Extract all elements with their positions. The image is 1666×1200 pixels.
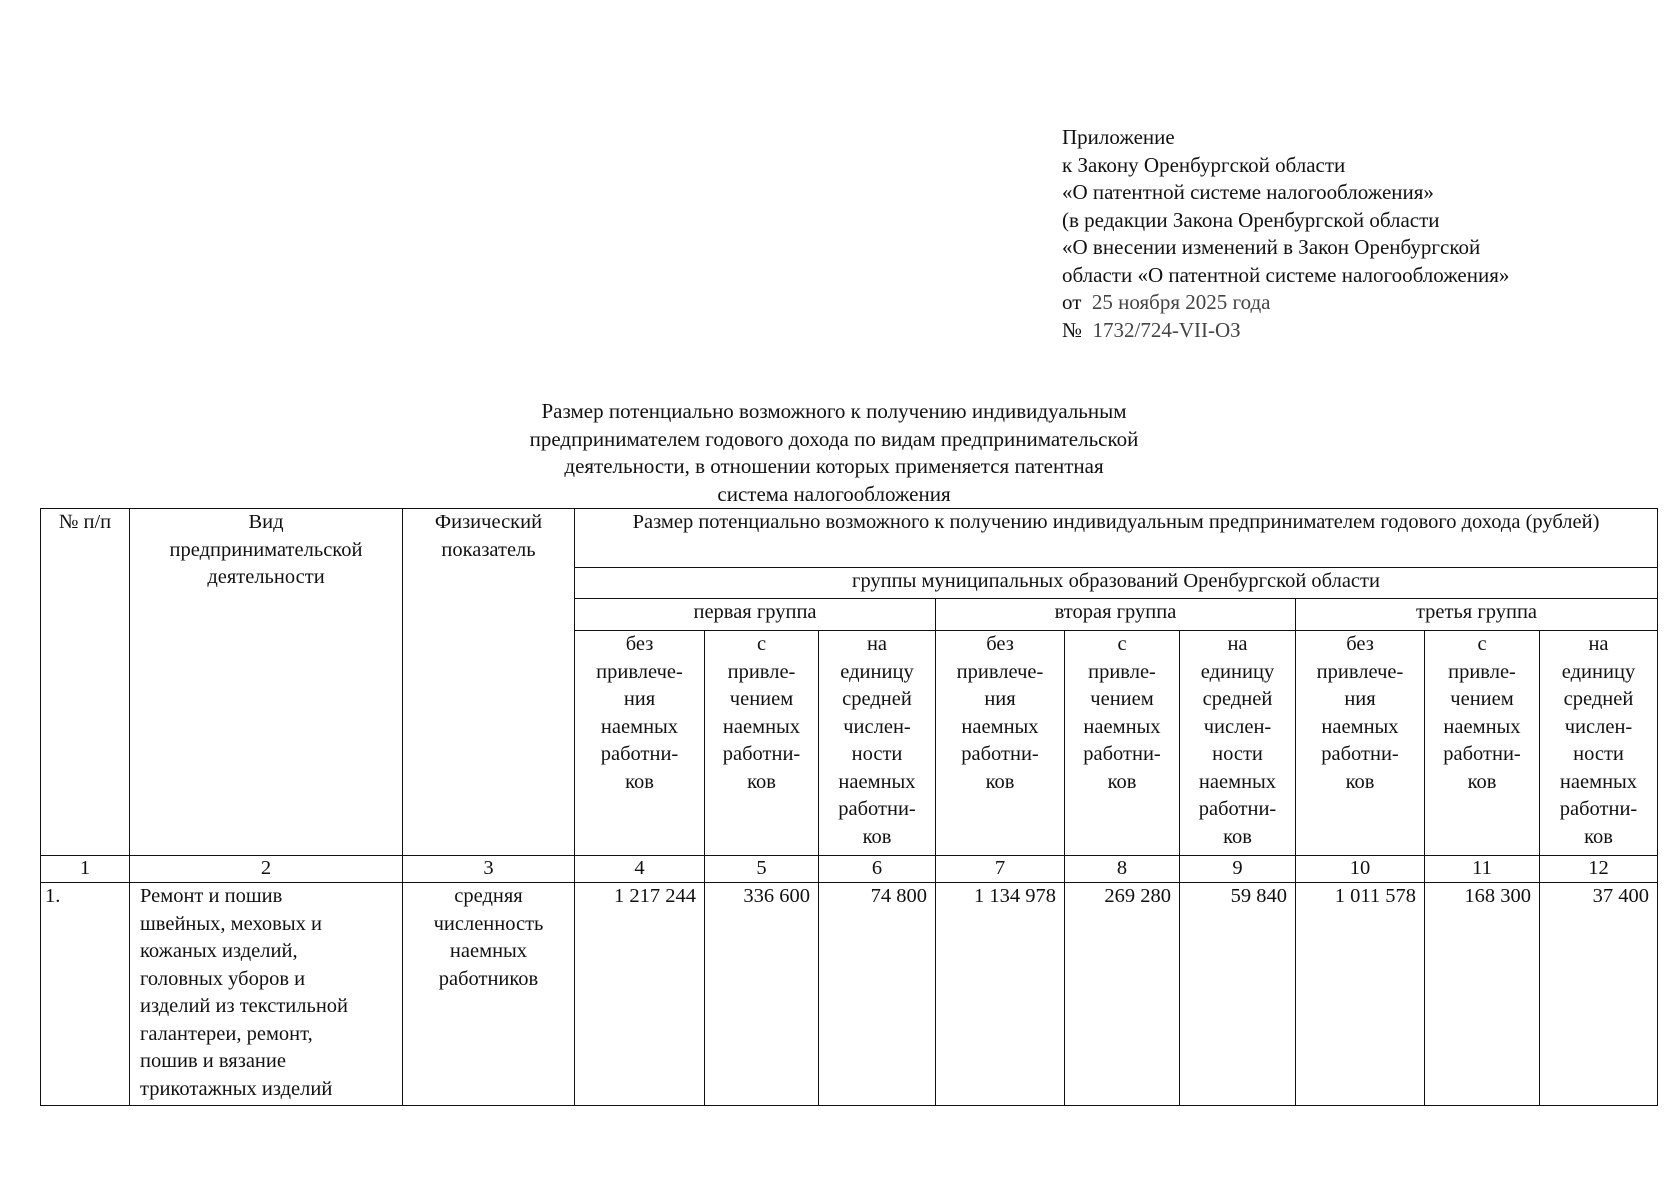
row-activity-line: галантереи, ремонт, bbox=[140, 1022, 313, 1045]
row-activity-line: пошив и вязание bbox=[140, 1050, 286, 1072]
header-indicator-line: Физический bbox=[434, 511, 543, 533]
header-line: с bbox=[1117, 633, 1127, 655]
appendix-date: 25 ноября 2025 года bbox=[1091, 290, 1271, 314]
header-with-hired bbox=[1425, 631, 1540, 856]
header-number: № п/п bbox=[41, 509, 130, 856]
header-line: наемных bbox=[838, 770, 916, 793]
value-cell: 1 134 978 bbox=[936, 883, 1065, 1106]
title-line: предпринимателем годового дохода по видам предпринимательской bbox=[529, 426, 1139, 451]
row-activity-line: трикотажных изделий bbox=[140, 1077, 333, 1100]
table-row bbox=[41, 883, 1658, 1106]
header-line: наемных bbox=[600, 715, 679, 738]
header-per-unit bbox=[1180, 631, 1296, 856]
header-line: наемных bbox=[722, 715, 801, 738]
header-line: работни- bbox=[1559, 798, 1638, 820]
header-line: на bbox=[866, 633, 888, 655]
header-line: ков bbox=[1584, 825, 1613, 848]
header-line: наемных bbox=[1443, 715, 1521, 738]
header-line: привлече- bbox=[1316, 660, 1404, 683]
header-line: работни- bbox=[600, 743, 679, 765]
header-line: без bbox=[986, 633, 1014, 655]
header-line: ков bbox=[862, 825, 892, 848]
header-line: привле- bbox=[1088, 660, 1156, 683]
column-number: 2 bbox=[130, 856, 403, 883]
value-cell: 168 300 bbox=[1425, 883, 1540, 1106]
header-line: наемных bbox=[1321, 715, 1399, 738]
number-prefix: № bbox=[1062, 317, 1083, 342]
appendix-line: Приложение bbox=[1062, 125, 1175, 149]
column-number: 4 bbox=[575, 856, 705, 883]
appendix-line: (в редакции Закона Оренбургской области bbox=[1062, 207, 1440, 232]
header-line: единицу bbox=[1561, 660, 1636, 683]
header-line: чением bbox=[1450, 688, 1514, 710]
column-number: 9 bbox=[1180, 856, 1296, 883]
header-line: ков bbox=[1467, 770, 1497, 793]
column-number: 8 bbox=[1065, 856, 1180, 883]
appendix-line: области «О патентной системе налогообложения» bbox=[1062, 262, 1510, 287]
title-line: Размер потенциально возможного к получению индивидуальным bbox=[541, 399, 1127, 423]
header-without-hired bbox=[1296, 631, 1425, 856]
row-indicator bbox=[403, 883, 575, 1106]
row-activity-line: кожаных изделий, bbox=[140, 940, 298, 962]
header-line: ния bbox=[984, 688, 1016, 710]
header-line: работни- bbox=[1198, 798, 1277, 820]
header-line: ков bbox=[985, 770, 1015, 793]
appendix-line: к Закону Оренбургской области bbox=[1062, 152, 1346, 177]
header-indicator bbox=[403, 509, 575, 856]
header-group-first: первая группа bbox=[575, 599, 936, 631]
header-line: ков bbox=[625, 770, 654, 793]
header-line: привлече- bbox=[596, 660, 683, 683]
appendix-line: «О патентной системе налогообложения» bbox=[1062, 180, 1434, 204]
appendix-line: «О внесении изменений в Закон Оренбургской bbox=[1062, 235, 1481, 259]
header-activity-line: Вид bbox=[248, 511, 284, 533]
value-cell: 74 800 bbox=[819, 883, 936, 1106]
header-line: средней bbox=[1563, 688, 1634, 710]
header-activity-line: деятельности bbox=[207, 566, 325, 588]
header-line: ния bbox=[623, 688, 656, 710]
header-line: работни- bbox=[722, 743, 801, 765]
header-line: средней bbox=[842, 688, 912, 710]
header-line: наемных bbox=[1198, 770, 1277, 793]
header-line: наемных bbox=[961, 715, 1039, 738]
header-with-hired bbox=[705, 631, 819, 856]
header-line: ности bbox=[851, 743, 903, 765]
header-activity bbox=[130, 509, 403, 856]
header-line: единицу bbox=[1200, 660, 1275, 683]
header-line: чением bbox=[729, 688, 794, 710]
income-table bbox=[40, 508, 1658, 1106]
row-indicator-line: наемных bbox=[449, 940, 528, 962]
header-line: единицу bbox=[840, 660, 914, 683]
column-number: 12 bbox=[1540, 856, 1658, 883]
document-title bbox=[380, 398, 1288, 508]
header-line: без bbox=[625, 633, 654, 655]
header-line: работни- bbox=[1083, 743, 1161, 765]
header-line: средней bbox=[1202, 688, 1273, 710]
header-line: с bbox=[1477, 633, 1487, 655]
header-line: привлече- bbox=[956, 660, 1044, 683]
header-line: наемных bbox=[1083, 715, 1161, 738]
column-number-row bbox=[41, 856, 1658, 883]
row-activity-line: Ремонт и пошив bbox=[140, 885, 283, 907]
value-cell: 1 217 244 bbox=[575, 883, 705, 1106]
column-number: 5 bbox=[705, 856, 819, 883]
header-line: привле- bbox=[727, 660, 796, 683]
column-number: 7 bbox=[936, 856, 1065, 883]
appendix-header bbox=[1062, 124, 1509, 344]
row-activity bbox=[130, 883, 403, 1106]
header-line: ности bbox=[1573, 743, 1624, 765]
header-line: ков bbox=[1107, 770, 1137, 793]
header-line: с bbox=[756, 633, 767, 655]
column-number: 1 bbox=[41, 856, 130, 883]
row-indicator-line: средняя bbox=[454, 885, 523, 907]
row-activity-line: головных уборов и bbox=[140, 967, 306, 990]
appendix-date-line bbox=[1062, 289, 1509, 317]
header-line: числен- bbox=[1203, 715, 1272, 738]
header-line: ков bbox=[1345, 770, 1375, 793]
header-line: на bbox=[1227, 633, 1248, 655]
header-line: привле- bbox=[1448, 660, 1516, 683]
header-per-unit bbox=[1540, 631, 1658, 856]
header-line: работни- bbox=[961, 743, 1039, 765]
value-cell: 1 011 578 bbox=[1296, 883, 1425, 1106]
header-without-hired bbox=[575, 631, 705, 856]
header-income: Размер потенциально возможного к получению индивидуальным предпринимателем годового дохода (рублей) bbox=[575, 509, 1658, 568]
title-line: деятельности, в отношении которых применяется патентная bbox=[564, 454, 1104, 478]
column-number: 3 bbox=[403, 856, 575, 883]
header-line: работни- bbox=[1443, 743, 1521, 765]
value-cell: 59 840 bbox=[1180, 883, 1296, 1106]
header-per-unit bbox=[819, 631, 936, 856]
title-line: система налогообложения bbox=[717, 481, 951, 506]
column-number: 10 bbox=[1296, 856, 1425, 883]
header-line: на bbox=[1588, 633, 1609, 655]
header-line: наемных bbox=[1559, 770, 1638, 793]
appendix-number: 1732/724-VII-ОЗ bbox=[1092, 317, 1241, 342]
header-line: числен- bbox=[1564, 715, 1633, 738]
row-indicator-line: работников bbox=[438, 967, 539, 990]
date-prefix: от bbox=[1062, 290, 1082, 314]
header-line: ков bbox=[747, 770, 776, 793]
header-without-hired bbox=[936, 631, 1065, 856]
row-indicator-line: численность bbox=[433, 912, 544, 935]
header-line: чением bbox=[1090, 688, 1154, 710]
header-line: работни- bbox=[838, 798, 916, 820]
header-line: ния bbox=[1344, 688, 1376, 710]
header-line: работни- bbox=[1321, 743, 1399, 765]
column-number: 6 bbox=[819, 856, 936, 883]
header-groups-title: группы муниципальных образований Оренбургской области bbox=[575, 568, 1658, 599]
header-indicator-line: показатель bbox=[441, 538, 536, 561]
header-group-second: вторая группа bbox=[936, 599, 1296, 631]
header-with-hired bbox=[1065, 631, 1180, 856]
header-line: ков bbox=[1223, 825, 1252, 848]
header-group-third: третья группа bbox=[1296, 599, 1658, 631]
appendix-number-line bbox=[1062, 317, 1509, 345]
header-line: без bbox=[1346, 633, 1374, 655]
value-cell: 336 600 bbox=[705, 883, 819, 1106]
value-cell: 37 400 bbox=[1540, 883, 1658, 1106]
row-activity-line: швейных, меховых и bbox=[140, 912, 322, 935]
column-number: 11 bbox=[1425, 856, 1540, 883]
header-line: ности bbox=[1212, 743, 1263, 765]
value-cell: 269 280 bbox=[1065, 883, 1180, 1106]
header-line: числен- bbox=[843, 715, 911, 738]
row-activity-line: изделий из текстильной bbox=[140, 995, 349, 1017]
row-number: 1. bbox=[41, 883, 130, 1106]
header-activity-line: предпринимательской bbox=[169, 538, 363, 561]
